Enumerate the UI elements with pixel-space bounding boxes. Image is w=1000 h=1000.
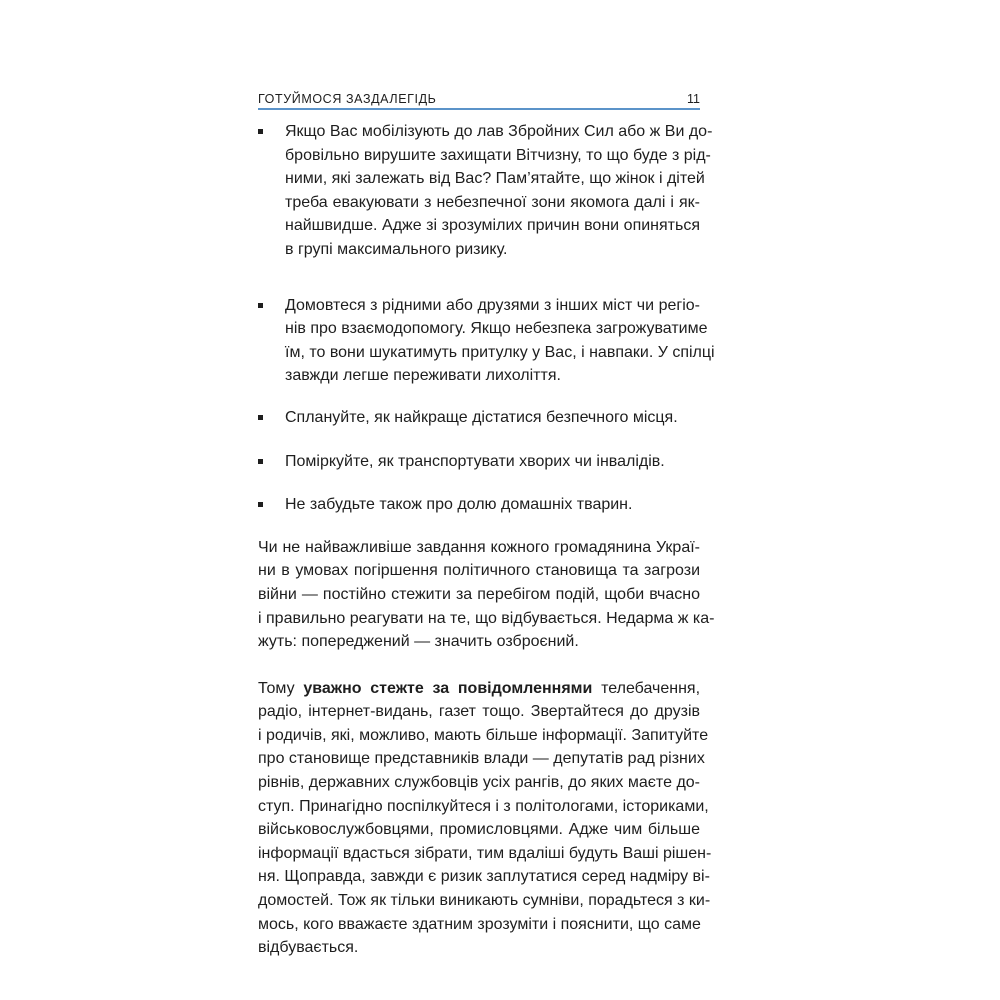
page-number: 11	[687, 92, 700, 106]
text-line: Сплануйте, як найкраще дістатися безпечного місця.	[285, 408, 678, 426]
text-line: Не забудьте також про долю домашніх тварин.	[285, 496, 633, 514]
text-line: і правильно реагувати на те, що відбувається. Недарма ж ка-	[258, 609, 715, 627]
text-line: ня. Щоправда, завжди є ризик заплутатися серед надміру ві-	[258, 868, 710, 886]
bullet-marker	[258, 129, 263, 134]
running-title: ГОТУЙМОСЯ ЗАЗДАЛЕГІДЬ	[258, 92, 437, 106]
text-line: військовослужбовцями, промисловцями. Адже чим більше	[258, 821, 700, 839]
text-line: ними, які залежать від Вас? Пам’ятайте, що жінок і дітей	[285, 170, 705, 188]
text-line: треба евакуювати з небезпечної зони якомога далі і як-	[285, 193, 700, 211]
bullet-marker	[258, 502, 263, 507]
bullet-item-mobilization	[258, 120, 713, 262]
bullet-item-pets	[258, 493, 700, 517]
bullet-marker	[258, 459, 263, 464]
text-line: ступ. Принагідно поспілкуйтеся і з політологами, істориками,	[258, 797, 709, 815]
text-line: радіо, інтернет-видань, газет тощо. Звертайтеся до друзів	[258, 703, 700, 721]
emphasis-text: уважно стежте за повідомленнями	[303, 679, 593, 697]
paragraph-follow-news	[258, 677, 712, 960]
bullet-item-safe-place	[258, 406, 700, 430]
text-line: мось, кого вважаєте здатним зрозуміти і пояснити, що саме	[258, 915, 701, 933]
text-line: Чи не найважливіше завдання кожного громадянина Украї-	[258, 538, 700, 556]
text-line: війни — постійно стежити за перебігом подій, щоби вчасно	[258, 585, 700, 603]
text-line: найшвидше. Адже зі зрозумілих причин вони опиняться	[285, 217, 700, 235]
text-line: і родичів, які, можливо, мають більше інформації. Запитуйте	[258, 726, 709, 744]
text-fragment: Тому	[258, 679, 304, 697]
text-line: Якщо Вас мобілізують до лав Збройних Сил або ж Ви до-	[285, 123, 713, 140]
text-line: рівнів, державних службовців усіх рангів, до яких маєте до-	[258, 774, 700, 792]
bullet-list	[258, 120, 715, 517]
text-line: в групі максимального ризику.	[285, 240, 508, 258]
text-line: домостей. Тож як тільки виникають сумніви, порадьтеся з ки-	[258, 892, 711, 910]
text-line: їм, то вони шукатимуть притулку у Вас, і навпаки. У спілці	[285, 343, 715, 361]
bullet-item-transport	[258, 450, 700, 474]
header-rule	[258, 108, 700, 110]
text-line: нів про взаємодопомогу. Якщо небезпека загрожуватиме	[285, 320, 708, 338]
text-line: Поміркуйте, як транспортувати хворих чи інвалідів.	[285, 452, 665, 470]
running-head	[258, 88, 700, 110]
text-line: бровільно вирушите захищати Вітчизну, то що буде з рід-	[285, 146, 711, 164]
bullet-marker	[258, 303, 263, 308]
bullet-marker	[258, 415, 263, 420]
page-body	[258, 120, 715, 960]
paragraph-citizen-task	[258, 536, 715, 654]
text-fragment: телебачення,	[592, 679, 701, 697]
text-line: про становище представників влади — депутатів рад різних	[258, 750, 705, 768]
text-line: інформації вдасться зібрати, тим вдаліші будуть Ваші рішен-	[258, 844, 712, 862]
bullet-item-mutual-aid	[258, 294, 715, 388]
text-line: жуть: попереджений — значить озброєний.	[258, 633, 579, 651]
text-line: завжди легше переживати лихоліття.	[285, 367, 561, 385]
text-line: ни в умовах погіршення політичного становища та загрози	[258, 562, 700, 580]
text-line: Домовтеся з рідними або друзями з інших міст чи регіо-	[285, 296, 700, 314]
text-line	[258, 677, 700, 701]
text-line: відбувається.	[258, 939, 359, 957]
